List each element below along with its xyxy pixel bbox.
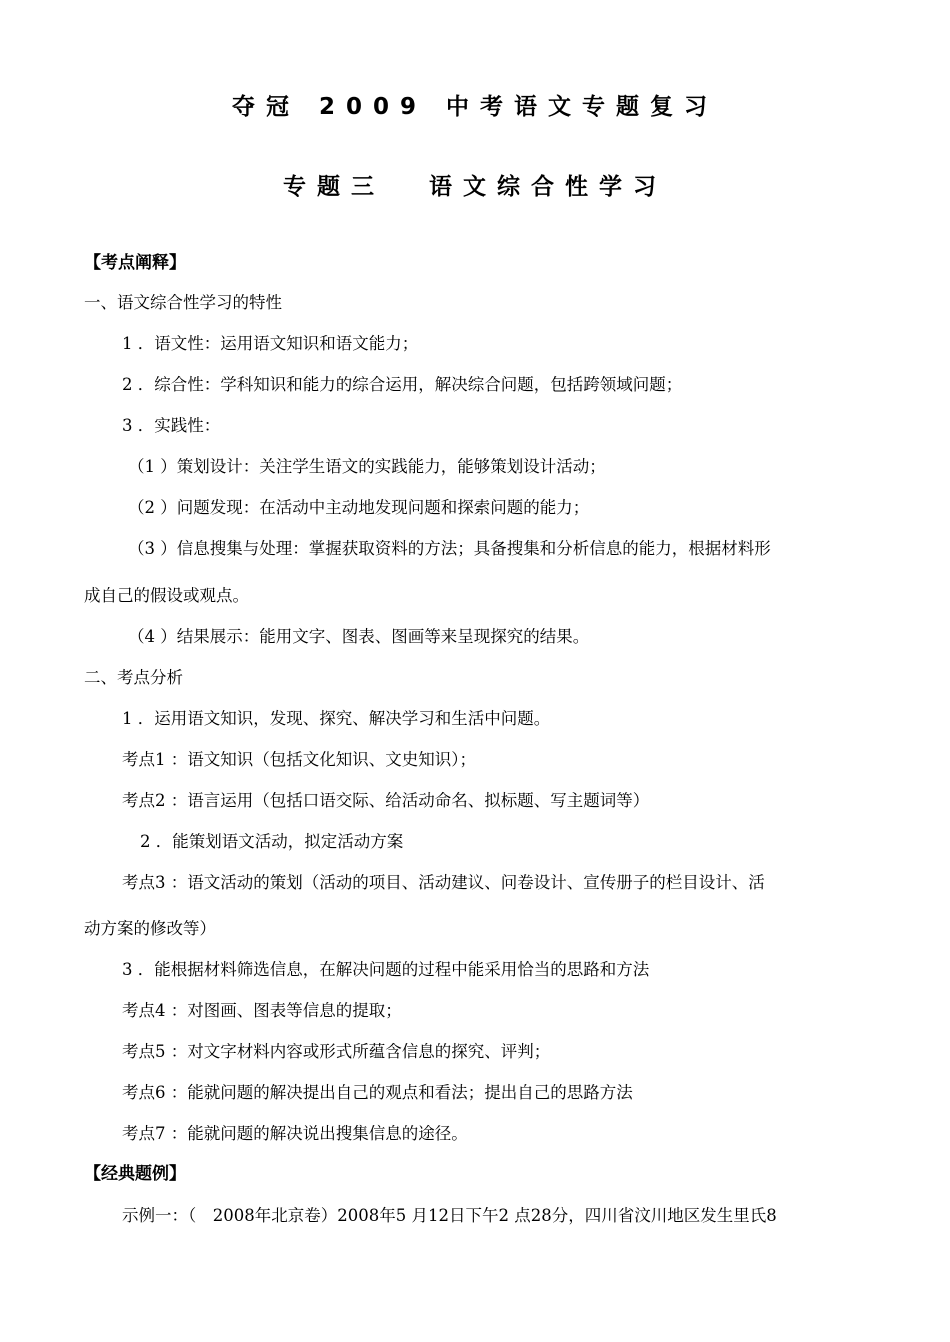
paragraph: 考点4 ：对图画、图表等信息的提取； [122,1001,402,1020]
paragraph: 考点3 ：语文活动的策划（活动的项目、活动建议、问卷设计、宣传册子的栏目设计、活 [122,873,765,892]
paragraph: （1 ）策划设计：关注学生语文的实践能力，能够策划设计活动； [128,457,606,476]
part1-heading: 一、语文综合性学习的特性 [84,293,282,312]
document-title: 夺冠 2009 中考语文专题复习 [231,94,719,120]
paragraph: 考点5 ：对文字材料内容或形式所蕴含信息的探究、评判； [122,1042,551,1061]
paragraph: 考点1 ：语文知识（包括文化知识、文史知识）； [122,750,476,769]
paragraph: 1 ．语文性：运用语文知识和语文能力； [122,334,419,353]
subtitle-topic-name: 语文综合性学习 [429,174,667,200]
paragraph: （4 ）结果展示：能用文字、图表、图画等来呈现探究的结果。 [128,627,590,646]
paragraph: 成自己的假设或观点。 [84,586,249,605]
paragraph: 3 ．实践性： [122,416,221,435]
section-heading-jingdian: 【经典题例】 [84,1164,186,1184]
paragraph: 考点2 ：语言运用（包括口语交际、给活动命名、拟标题、写主题词等） [122,791,650,810]
paragraph: （2 ）问题发现：在活动中主动地发现问题和探索问题的能力； [128,498,590,517]
subtitle-topic-number: 专题三 [283,174,385,200]
part2-heading: 二、考点分析 [84,668,183,687]
paragraph: （3 ）信息搜集与处理：掌握获取资料的方法；具备搜集和分析信息的能力，根据材料形 [128,539,771,558]
document-subtitle [0,168,950,201]
paragraph: 考点6 ：能就问题的解决提出自己的观点和看法；提出自己的思路方法 [122,1083,633,1102]
paragraph: 示例一：（ 2008年北京卷）2008年5 月12日下午2 点28分，四川省汶川地区发生里氏8 [122,1206,777,1225]
paragraph: 1 ．运用语文知识，发现、探究、解决学习和生活中问题。 [122,709,551,728]
paragraph: 2 ．综合性：学科知识和能力的综合运用，解决综合问题，包括跨领域问题； [122,375,683,394]
paragraph: 3 ．能根据材料筛选信息，在解决问题的过程中能采用恰当的思路和方法 [122,960,650,979]
paragraph: 2 ．能策划语文活动，拟定活动方案 [140,832,404,851]
paragraph: 动方案的修改等） [84,919,216,938]
paragraph: 考点7 ：能就问题的解决说出搜集信息的途径。 [122,1124,468,1143]
section-heading-kaodian: 【考点阐释】 [84,253,186,273]
